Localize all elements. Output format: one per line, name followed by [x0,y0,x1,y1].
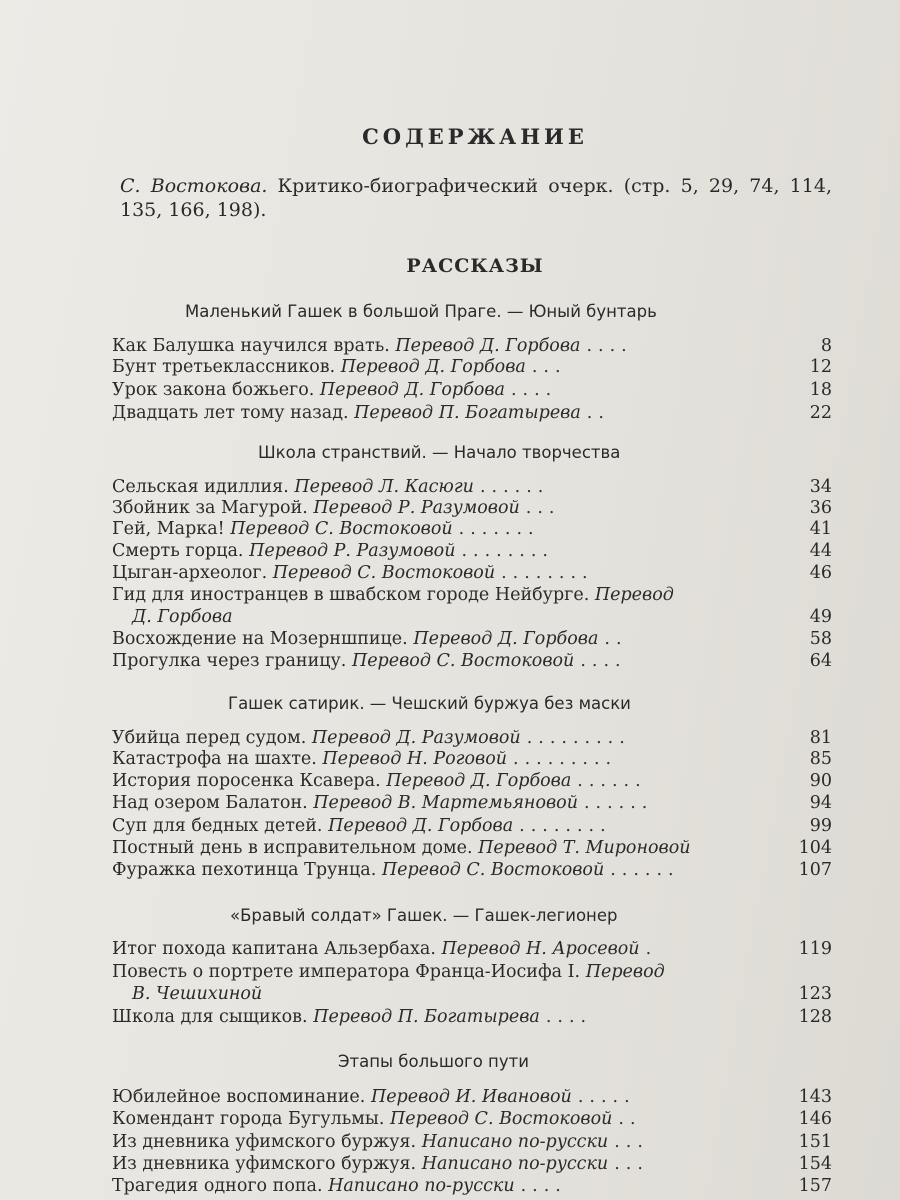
entry-page: 151 [798,1132,832,1152]
entry-translator: Перевод [594,586,674,605]
entry-page: 58 [809,629,832,649]
entry-page: 64 [809,651,832,671]
toc-entry[interactable]: Урок закона божьего. Перевод Д. Горбова .... 18 [112,380,832,400]
entry-title: Суп для бедных детей. [112,817,323,836]
entry-page: 104 [798,838,832,858]
entry-title: Над озером Балатон. [112,794,308,813]
entry-page: 146 [798,1109,832,1129]
entry-title: Трагедия одного попа. [112,1177,323,1196]
intro-author: С. Востокова. [120,175,268,197]
entry-title: Как Балушка научился врать. [112,337,390,356]
toc-entry[interactable]: Итог похода капитана Альзербаха. Перевод Н. Аросевой . 119 [112,939,832,959]
entry-title: Сельская идиллия. [112,478,289,497]
entry-translator: Перевод И. Ивановой [370,1088,572,1107]
entry-translator: Перевод Д. Разумовой [311,729,521,748]
entry-translator: Перевод Т. Мироновой [478,839,691,858]
toc-entry[interactable]: Восхождение на Мозерншпице. Перевод Д. Горбова .. 58 [112,629,832,649]
toc-entry[interactable]: Юбилейное воспоминание. Перевод И. Ивановой ..... 143 [112,1087,832,1107]
part-title: РАССКАЗЫ [406,255,544,277]
entry-page: 8 [820,336,832,356]
toc-entry[interactable] [112,839,832,858]
toc-entry[interactable]: Сельская идиллия. Перевод Л. Касюги ...... 34 [112,477,832,497]
entry-translator: Перевод Д. Горбова [319,381,505,400]
entry-translator: Перевод Д. Горбова [328,817,514,836]
entry-translator: Перевод С. Востоковой [390,1110,613,1129]
toc-entry[interactable]: Смерть горца. Перевод Р. Разумовой ........ 44 [112,541,832,561]
entry-page: 90 [809,771,832,791]
toc-entry[interactable] [112,963,832,1004]
toc-entry[interactable]: Убийца перед судом. Перевод Д. Разумовой ......... 81 [112,728,832,748]
toc-entry[interactable]: Из дневника уфимского буржуя. Написано по-русски ... 154 [112,1154,832,1174]
entry-page: 41 [809,519,832,539]
toc-entry[interactable]: Цыган-археолог. Перевод С. Востоковой ........ 46 [112,563,832,583]
intro-text: Критико-биографический очерк. (стр. 5, 29, 74, 114, 135, 166, 198). [120,175,832,221]
entry-title: Фуражка пехотинца Трунца. [112,861,377,880]
toc-entry[interactable]: Над озером Балатон. Перевод В. Мартемьяновой ...... 94 [112,793,832,813]
entry-title: Итог похода капитана Альзербаха. [112,940,436,959]
section-title: Школа странствий. — Начало творчества [258,443,621,462]
entry-page: 157 [798,1176,832,1196]
toc-entry[interactable] [112,586,832,627]
entry-title: Бунт третьеклассников. [112,358,336,377]
entry-title: История поросенка Ксавера. [112,772,381,791]
entry-translator: Перевод Н. Аросевой [441,940,640,959]
entry-translator: Перевод Д. Горбова [340,358,526,377]
entry-translator: Перевод Д. Горбова [413,630,599,649]
toc-entry[interactable]: Бунт третьеклассников. Перевод Д. Горбова ... 12 [112,357,832,377]
entry-title: Комендант города Бугульмы. [112,1110,385,1129]
entry-page: 44 [809,541,832,561]
entry-translator: Перевод Р. Разумовой [313,499,520,518]
toc-entry[interactable]: История поросенка Ксавера. Перевод Д. Горбова ...... 90 [112,771,832,791]
entry-page: 94 [809,793,832,813]
entry-page: 143 [798,1087,832,1107]
toc-entry[interactable]: Комендант города Бугульмы. Перевод С. Востоковой .. 146 [112,1109,832,1129]
entry-title: Повесть о портрете императора Франца-Иосифа I. [112,963,581,982]
entry-title: Из дневника уфимского буржуя. [112,1133,417,1152]
entry-translator: Перевод П. Богатырева [354,404,581,423]
entry-title: Из дневника уфимского буржуя. [112,1155,417,1174]
toc-entry[interactable]: Трагедия одного попа. Написано по-русски .... 157 [112,1176,832,1196]
entry-page: 18 [809,380,832,400]
toc-entry[interactable]: Двадцать лет тому назад. Перевод П. Богатырева .. 22 [112,403,832,423]
entry-translator-line2: Д. Горбова [132,607,233,627]
intro-entry [120,174,832,222]
entry-page: 99 [809,816,832,836]
entry-page: 128 [798,1007,832,1027]
entry-page: 119 [798,939,832,959]
entry-title: Катастрофа на шахте. [112,750,317,769]
entry-title: Урок закона божьего. [112,381,315,400]
entry-page: 46 [809,563,832,583]
entry-translator: Написано по-русски [421,1133,609,1152]
section-title: «Бравый солдат» Гашек. — Гашек-легионер [230,906,618,925]
entry-translator: Перевод С. Востоковой [230,520,453,539]
toc-entry[interactable]: Прогулка через границу. Перевод С. Востоковой .... 64 [112,651,832,671]
entry-translator: Перевод Д. Горбова [386,772,572,791]
entry-translator: Перевод Н. Роговой [322,750,508,769]
entry-translator: Перевод Д. Горбова [395,337,581,356]
entry-title: Гид для иностранцев в швабском городе Нейбурге. [112,586,590,605]
entry-page: 154 [798,1154,832,1174]
entry-translator: Перевод П. Богатырева [313,1008,540,1027]
toc-entry[interactable]: Из дневника уфимского буржуя. Написано по-русски ... 151 [112,1132,832,1152]
entry-translator: Перевод С. Востоковой [381,861,605,880]
entry-page: 49 [809,607,832,627]
entry-translator-line2: В. Чешихиной [132,984,263,1004]
section-title: Маленький Гашек в большой Праге. — Юный бунтарь [185,302,657,321]
entry-translator: Перевод С. Востоковой [351,652,575,671]
entry-translator: Написано по-русски [328,1177,515,1196]
toc-entry[interactable]: Школа для сыщиков. Перевод П. Богатырева .... 128 [112,1007,832,1027]
entry-translator: Перевод В. Мартемьяновой [313,794,578,813]
toc-entry[interactable]: Как Балушка научился врать. Перевод Д. Горбова .... 8 [112,336,832,356]
entry-page: 85 [809,749,832,769]
entry-translator: Перевод С. Востоковой [272,564,496,583]
entry-title: Збойник за Магурой. [112,499,308,518]
toc-entry[interactable]: Фуражка пехотинца Трунца. Перевод С. Востоковой ...... 107 [112,860,832,880]
entry-title: Цыган-археолог. [112,564,268,583]
entry-title: Постный день в исправительном доме. [112,839,473,858]
entry-title: Школа для сыщиков. [112,1008,308,1027]
entry-translator: Перевод Р. Разумовой [249,542,456,561]
entry-translator: Перевод [585,963,665,982]
toc-entry[interactable]: Катастрофа на шахте. Перевод Н. Роговой ......... 85 [112,749,832,769]
entry-page: 123 [798,984,832,1004]
entry-page: 12 [809,357,832,377]
entry-page: 107 [798,860,832,880]
section-title: Этапы большого пути [338,1052,529,1071]
entry-title: Смерть горца. [112,542,244,561]
section-title: Гашек сатирик. — Чешский буржуа без маски [228,694,631,713]
entry-translator: Перевод Л. Касюги [294,478,474,497]
entry-page: 34 [809,477,832,497]
toc-entry[interactable]: Гей, Марка! Перевод С. Востоковой ....... 41 [112,519,832,539]
entry-page: 22 [809,403,832,423]
entry-page: 81 [809,728,832,748]
entry-title: Убийца перед судом. [112,729,307,748]
entry-page: 36 [809,498,832,518]
entry-title: Восхождение на Мозерншпице. [112,630,408,649]
entry-title: Двадцать лет тому назад. [112,404,349,423]
page-title: СОДЕРЖАНИЕ [362,124,588,149]
entry-title: Гей, Марка! [112,520,225,539]
entry-translator: Написано по-русски [421,1155,609,1174]
toc-entry[interactable]: Збойник за Магурой. Перевод Р. Разумовой ... 36 [112,498,832,518]
entry-title: Юбилейное воспоминание. [112,1088,366,1107]
toc-entry[interactable]: Суп для бедных детей. Перевод Д. Горбова ........ 99 [112,816,832,836]
entry-title: Прогулка через границу. [112,652,347,671]
